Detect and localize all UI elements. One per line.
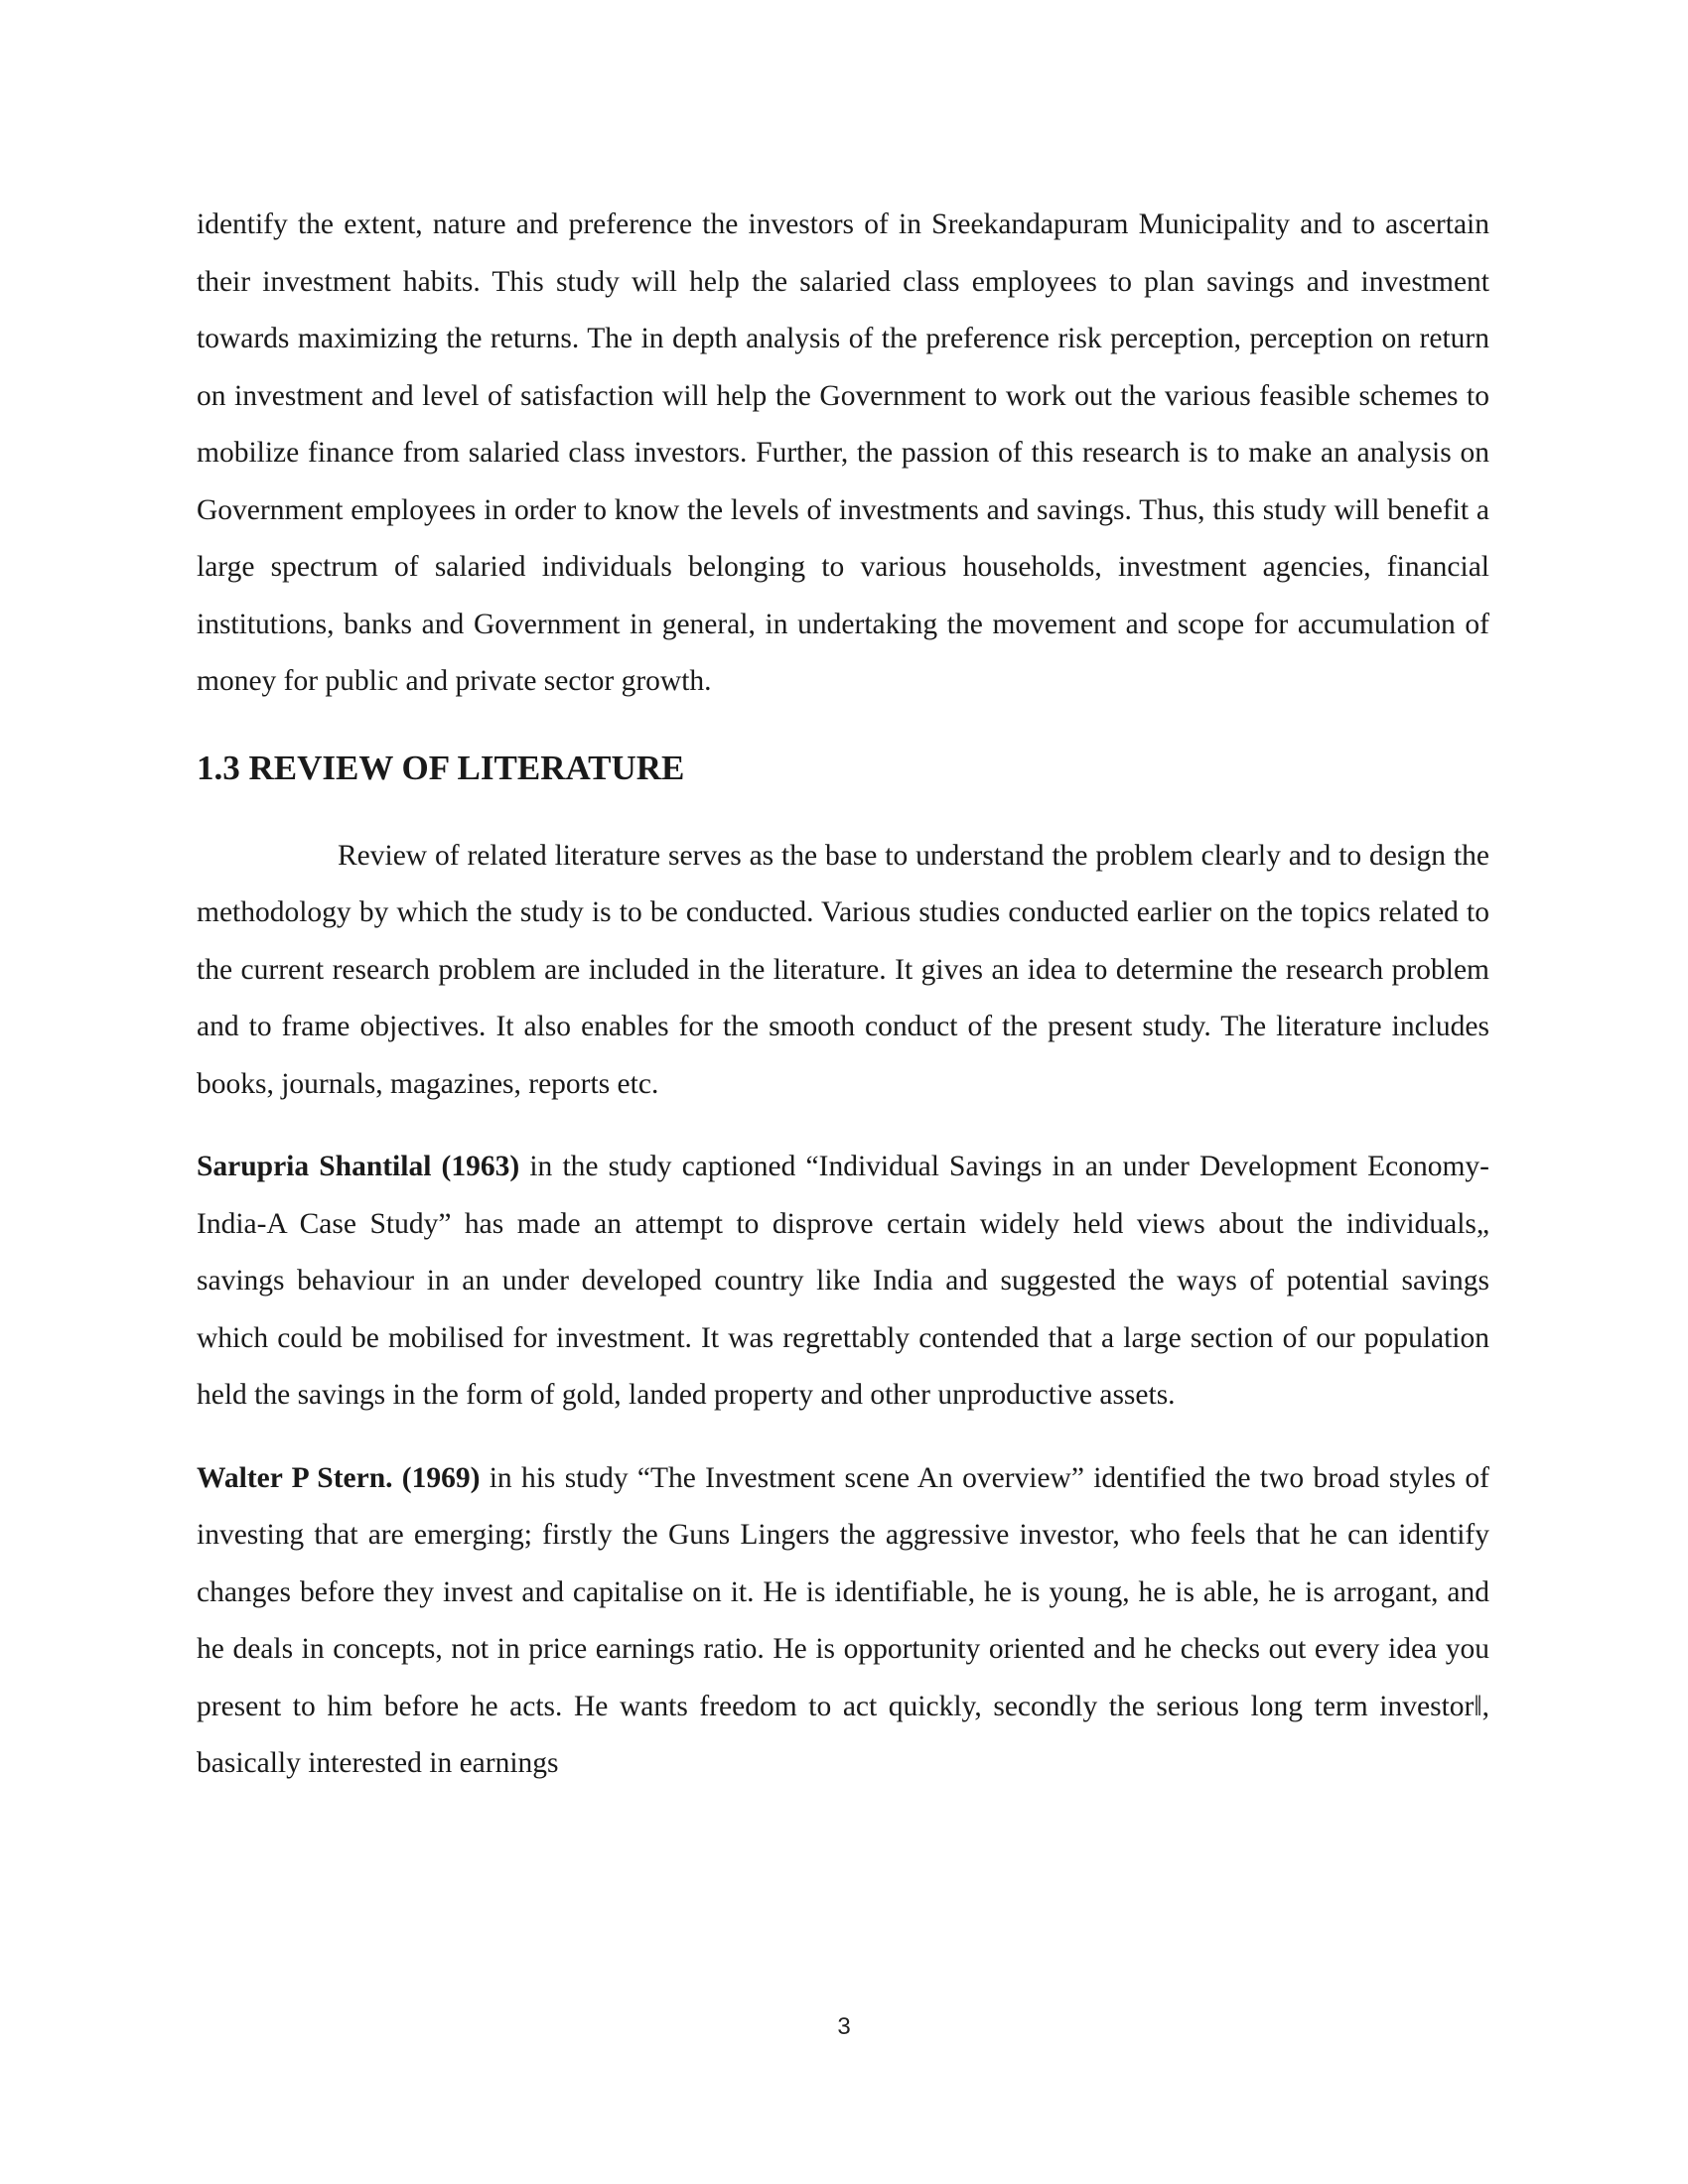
- intro-paragraph: identify the extent, nature and preference the investors of in Sreekandapuram Municipality and to ascertain their investment habits. This study will help the salaried class employees to plan savings and investment towards maximizing the returns. The in depth analysis of the preference risk perception, perception on return on investment and level of satisfaction will help the Government to work out the various feasible schemes to mobilize finance from salaried class investors. Further, the passion of this research is to make an analysis on Government employees in order to know the levels of investments and savings. Thus, this study will benefit a large spectrum of salaried individuals belonging to various households, investment agencies, financial institutions, banks and Government in general, in undertaking the movement and scope for accumulation of money for public and private sector growth.: [197, 208, 1489, 697]
- sarupria-author: Sarupria Shantilal (1963): [197, 1151, 520, 1182]
- sarupria-paragraph: [197, 1139, 1489, 1425]
- section-heading: 1.3 REVIEW OF LITERATURE: [197, 748, 685, 787]
- stern-author: Walter P Stern. (1969): [197, 1461, 481, 1494]
- stern-paragraph: [197, 1450, 1489, 1793]
- stern-text: in his study “The Investment scene An overview” identified the two broad styles of investing that are emerging; firstly the Guns Lingers the aggressive investor, who feels that he can identify changes before they invest and capitalise on it. He is identifiable, he is young, he is able, he is arrogant, and he deals in concepts, not in price earnings ratio. He is opportunity oriented and he checks out every idea you present to him before he acts. He wants freedom to act quickly, secondly the serious long term investor‖, basically interested in earnings: [197, 1461, 1489, 1779]
- page-number: 3: [837, 2013, 851, 2040]
- page-body: [197, 197, 1489, 1793]
- review-paragraph: Review of related literature serves as the base to understand the problem clearly and to design the methodology by which the study is to be conducted. Various studies conducted earlier on the topics related to the current research problem are included in the literature. It gives an idea to determine the research problem and to frame objectives. It also enables for the smooth conduct of the present study. The literature includes books, journals, magazines, reports etc.: [197, 839, 1489, 1100]
- sarupria-text: in the study captioned “Individual Savings in an under Development Economy-India-A Case Study” has made an attempt to disprove certain widely held views about the individuals„ savings behaviour in an under developed country like India and suggested the ways of potential savings which could be mobilised for investment. It was regrettably contended that a large section of our population held the savings in the form of gold, landed property and other unproductive assets.: [197, 1151, 1489, 1411]
